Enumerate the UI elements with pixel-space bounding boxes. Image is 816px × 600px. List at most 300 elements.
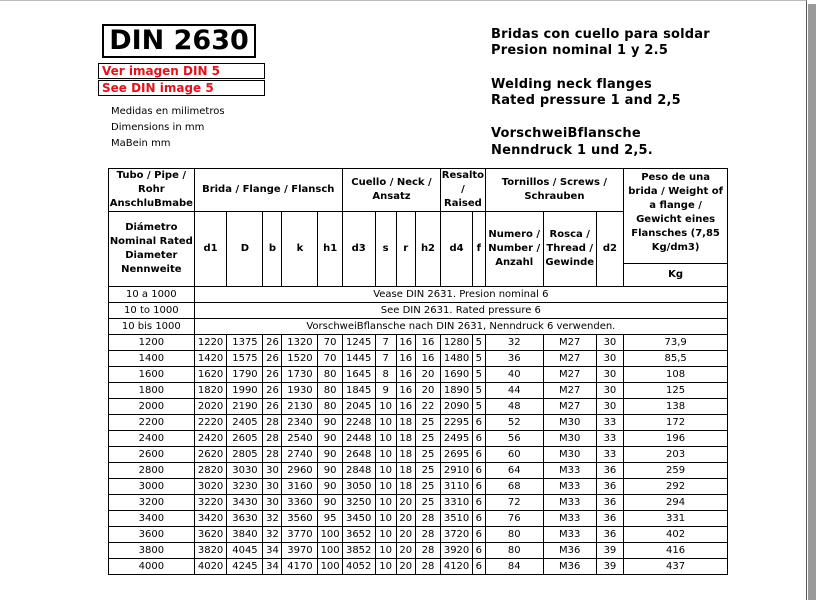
cell-dn: 4000	[109, 559, 195, 575]
cell-b: 32	[263, 527, 282, 543]
cell-f: 6	[472, 431, 485, 447]
cell-d4: 1280	[441, 335, 473, 351]
cell-d3: 2648	[342, 447, 375, 463]
cell-r: 18	[396, 415, 415, 431]
table-row	[109, 495, 728, 511]
cell-h2: 22	[415, 399, 440, 415]
cell-numero: 56	[485, 431, 543, 447]
cell-s: 10	[375, 431, 396, 447]
cell-peso: 292	[624, 479, 728, 495]
table-row	[109, 399, 728, 415]
cell-h2: 20	[415, 367, 440, 383]
ref-row	[109, 319, 728, 335]
cell-r: 20	[396, 559, 415, 575]
cell-numero: 68	[485, 479, 543, 495]
cell-f: 5	[472, 367, 485, 383]
cell-d4: 2495	[441, 431, 473, 447]
cell-dn: 1800	[109, 383, 195, 399]
cell-D: 4045	[227, 543, 263, 559]
cell-h1: 70	[318, 351, 342, 367]
cell-f: 6	[472, 495, 485, 511]
cell-rosca: M36	[543, 543, 596, 559]
cell-D: 3030	[227, 463, 263, 479]
cell-h2: 25	[415, 479, 440, 495]
cell-dn: 3200	[109, 495, 195, 511]
cell-r: 18	[396, 447, 415, 463]
ref-row	[109, 303, 728, 319]
cell-D: 1790	[227, 367, 263, 383]
cell-k: 2130	[282, 399, 318, 415]
cell-D: 4245	[227, 559, 263, 575]
cell-b: 28	[263, 415, 282, 431]
cell-h1: 70	[318, 335, 342, 351]
cell-h2: 20	[415, 383, 440, 399]
cell-d4: 1690	[441, 367, 473, 383]
cell-d4: 3920	[441, 543, 473, 559]
cell-dn: 2000	[109, 399, 195, 415]
cell-peso: 437	[624, 559, 728, 575]
cell-h1: 80	[318, 367, 342, 383]
cell-k: 3970	[282, 543, 318, 559]
flange-dimensions-table	[108, 168, 728, 575]
cell-k: 2540	[282, 431, 318, 447]
cell-r: 16	[396, 351, 415, 367]
cell-rosca: M30	[543, 431, 596, 447]
cell-r: 16	[396, 367, 415, 383]
cell-h2: 16	[415, 351, 440, 367]
cell-d1: 1820	[194, 383, 227, 399]
cell-D: 1375	[227, 335, 263, 351]
cell-dn: 2600	[109, 447, 195, 463]
cell-d4: 3720	[441, 527, 473, 543]
cell-peso: 331	[624, 511, 728, 527]
cell-f: 5	[472, 335, 485, 351]
cell-d4: 1480	[441, 351, 473, 367]
cell-peso: 73,9	[624, 335, 728, 351]
cell-peso: 108	[624, 367, 728, 383]
cell-s: 9	[375, 383, 396, 399]
cell-D: 2605	[227, 431, 263, 447]
cell-h1: 100	[318, 543, 342, 559]
col-kg: Kg	[624, 264, 728, 287]
cell-d2: 33	[596, 415, 624, 431]
cell-k: 4170	[282, 559, 318, 575]
cell-r: 18	[396, 479, 415, 495]
cell-h1: 95	[318, 511, 342, 527]
page-title: DIN 2630	[102, 24, 256, 58]
cell-k: 1520	[282, 351, 318, 367]
col-d2: d2	[596, 212, 624, 287]
cell-numero: 84	[485, 559, 543, 575]
cell-h2: 25	[415, 463, 440, 479]
cell-d3: 3852	[342, 543, 375, 559]
cell-f: 6	[472, 511, 485, 527]
cell-h1: 90	[318, 415, 342, 431]
cell-d2: 36	[596, 479, 624, 495]
cell-r: 16	[396, 383, 415, 399]
cell-d3: 2448	[342, 431, 375, 447]
cell-d3: 1445	[342, 351, 375, 367]
cell-k: 2340	[282, 415, 318, 431]
cell-numero: 44	[485, 383, 543, 399]
cell-numero: 64	[485, 463, 543, 479]
cell-r: 20	[396, 527, 415, 543]
col-numero: Numero / Number / Anzahl	[485, 212, 543, 287]
cell-rosca: M33	[543, 463, 596, 479]
cell-d1: 3820	[194, 543, 227, 559]
cell-k: 1730	[282, 367, 318, 383]
cell-rosca: M33	[543, 527, 596, 543]
cell-h1: 100	[318, 527, 342, 543]
cell-dn: 3400	[109, 511, 195, 527]
cell-d3: 4052	[342, 559, 375, 575]
cell-s: 10	[375, 399, 396, 415]
cell-d1: 3020	[194, 479, 227, 495]
cell-h1: 90	[318, 495, 342, 511]
table-row	[109, 351, 728, 367]
cell-h1: 100	[318, 559, 342, 575]
cell-h2: 28	[415, 511, 440, 527]
cell-d3: 3250	[342, 495, 375, 511]
cell-numero: 48	[485, 399, 543, 415]
cell-D: 2190	[227, 399, 263, 415]
cell-rosca: M27	[543, 399, 596, 415]
cell-numero: 72	[485, 495, 543, 511]
cell-r: 18	[396, 431, 415, 447]
cell-d2: 36	[596, 527, 624, 543]
cell-f: 6	[472, 479, 485, 495]
cell-rosca: M27	[543, 351, 596, 367]
cell-numero: 52	[485, 415, 543, 431]
cell-numero: 36	[485, 351, 543, 367]
cell-rosca: M27	[543, 367, 596, 383]
header-brida: Brida / Flange / Flansch	[194, 169, 342, 212]
cell-D: 1990	[227, 383, 263, 399]
cell-rosca: M30	[543, 415, 596, 431]
table-row	[109, 431, 728, 447]
cell-r: 16	[396, 335, 415, 351]
table-row	[109, 335, 728, 351]
cell-d1: 1420	[194, 351, 227, 367]
cell-h2: 25	[415, 415, 440, 431]
cell-d3: 1645	[342, 367, 375, 383]
cell-f: 5	[472, 399, 485, 415]
cell-numero: 80	[485, 527, 543, 543]
cell-h2: 25	[415, 495, 440, 511]
ref-text: VorschweiBflansche nach DIN 2631, Nenndruck 6 verwenden.	[194, 319, 727, 335]
cell-d1: 2020	[194, 399, 227, 415]
table-row	[109, 447, 728, 463]
cell-d2: 33	[596, 447, 624, 463]
cell-d2: 30	[596, 383, 624, 399]
cell-d2: 30	[596, 335, 624, 351]
cell-b: 30	[263, 479, 282, 495]
cell-dn: 2800	[109, 463, 195, 479]
cell-d1: 4020	[194, 559, 227, 575]
cell-h2: 16	[415, 335, 440, 351]
cell-d4: 2090	[441, 399, 473, 415]
col-f: f	[472, 212, 485, 287]
cell-d4: 2695	[441, 447, 473, 463]
cell-s: 10	[375, 511, 396, 527]
cell-peso: 294	[624, 495, 728, 511]
cell-D: 2805	[227, 447, 263, 463]
cell-h1: 90	[318, 463, 342, 479]
table-row	[109, 415, 728, 431]
cell-d3: 2045	[342, 399, 375, 415]
cell-f: 6	[472, 527, 485, 543]
cell-d3: 2848	[342, 463, 375, 479]
cell-d1: 2620	[194, 447, 227, 463]
cell-D: 2405	[227, 415, 263, 431]
cell-D: 3230	[227, 479, 263, 495]
cell-peso: 416	[624, 543, 728, 559]
cell-numero: 40	[485, 367, 543, 383]
col-b: b	[263, 212, 282, 287]
cell-f: 6	[472, 447, 485, 463]
cell-rosca: M27	[543, 383, 596, 399]
cell-d4: 2910	[441, 463, 473, 479]
cell-b: 32	[263, 511, 282, 527]
cell-peso: 125	[624, 383, 728, 399]
header-peso: Peso de una brida / Weight of a flange / Gewicht eines Flansches (7,85 Kg/dm3)	[624, 169, 728, 264]
page-shadow	[808, 4, 816, 600]
cell-h2: 25	[415, 431, 440, 447]
cell-h2: 28	[415, 543, 440, 559]
cell-h1: 90	[318, 431, 342, 447]
cell-d4: 3110	[441, 479, 473, 495]
cell-k: 2740	[282, 447, 318, 463]
heading-en-2: Rated pressure 1 and 2,5	[491, 93, 681, 108]
cell-b: 26	[263, 367, 282, 383]
cell-D: 1575	[227, 351, 263, 367]
cell-k: 3560	[282, 511, 318, 527]
ref-range: 10 to 1000	[109, 303, 195, 319]
cell-d1: 2820	[194, 463, 227, 479]
cell-peso: 85,5	[624, 351, 728, 367]
cell-peso: 259	[624, 463, 728, 479]
cell-h1: 80	[318, 399, 342, 415]
cell-b: 28	[263, 447, 282, 463]
cell-d2: 36	[596, 495, 624, 511]
cell-d4: 3510	[441, 511, 473, 527]
cell-rosca: M27	[543, 335, 596, 351]
ref-range: 10 bis 1000	[109, 319, 195, 335]
cell-peso: 196	[624, 431, 728, 447]
table-row	[109, 479, 728, 495]
cell-d2: 39	[596, 543, 624, 559]
cell-d3: 1845	[342, 383, 375, 399]
cell-b: 30	[263, 495, 282, 511]
cell-d2: 33	[596, 431, 624, 447]
heading-es-1: Bridas con cuello para soldar	[491, 27, 710, 42]
cell-r: 20	[396, 543, 415, 559]
cell-k: 3360	[282, 495, 318, 511]
cell-d1: 2220	[194, 415, 227, 431]
units-en: Dimensions in mm	[111, 122, 205, 133]
cell-d4: 2295	[441, 415, 473, 431]
heading-de-2: Nenndruck 1 und 2,5.	[491, 143, 653, 158]
cell-d4: 1890	[441, 383, 473, 399]
cell-h2: 25	[415, 447, 440, 463]
cell-rosca: M33	[543, 495, 596, 511]
cell-D: 3430	[227, 495, 263, 511]
cell-f: 6	[472, 415, 485, 431]
cell-rosca: M33	[543, 511, 596, 527]
cell-numero: 32	[485, 335, 543, 351]
col-s: s	[375, 212, 396, 287]
cell-s: 10	[375, 463, 396, 479]
cell-d4: 4120	[441, 559, 473, 575]
cell-f: 5	[472, 351, 485, 367]
cell-f: 6	[472, 559, 485, 575]
cell-s: 10	[375, 447, 396, 463]
cell-h2: 28	[415, 559, 440, 575]
cell-d2: 30	[596, 399, 624, 415]
cell-k: 1320	[282, 335, 318, 351]
cell-dn: 3800	[109, 543, 195, 559]
col-D: D	[227, 212, 263, 287]
cell-d2: 30	[596, 367, 624, 383]
ref-row	[109, 287, 728, 303]
table-row	[109, 559, 728, 575]
col-d4: d4	[441, 212, 473, 287]
header-resalto: Resalto / Raised	[441, 169, 485, 212]
heading-de-1: VorschweiBflansche	[491, 126, 641, 141]
cell-dn: 3000	[109, 479, 195, 495]
header-cuello: Cuello / Neck / Ansatz	[342, 169, 440, 212]
cell-s: 10	[375, 559, 396, 575]
cell-r: 20	[396, 511, 415, 527]
cell-rosca: M33	[543, 479, 596, 495]
cell-r: 16	[396, 399, 415, 415]
cell-f: 6	[472, 463, 485, 479]
cell-f: 6	[472, 543, 485, 559]
ref-text: Vease DIN 2631. Presion nominal 6	[194, 287, 727, 303]
ref-text: See DIN 2631. Rated pressure 6	[194, 303, 727, 319]
cell-b: 26	[263, 335, 282, 351]
cell-k: 3770	[282, 527, 318, 543]
cell-peso: 203	[624, 447, 728, 463]
cell-b: 26	[263, 399, 282, 415]
col-h1: h1	[318, 212, 342, 287]
cell-peso: 402	[624, 527, 728, 543]
units-es: Medidas en milimetros	[111, 106, 225, 117]
cell-d3: 2248	[342, 415, 375, 431]
cell-b: 34	[263, 559, 282, 575]
header-tornillos: Tornillos / Screws / Schrauben	[485, 169, 624, 212]
cell-s: 10	[375, 543, 396, 559]
cell-s: 10	[375, 527, 396, 543]
cell-h2: 28	[415, 527, 440, 543]
table-row	[109, 543, 728, 559]
cell-d1: 3420	[194, 511, 227, 527]
heading-es-2: Presion nominal 1 y 2.5	[491, 43, 669, 58]
cell-s: 7	[375, 335, 396, 351]
cell-d1: 2420	[194, 431, 227, 447]
cell-s: 10	[375, 415, 396, 431]
cell-d1: 1620	[194, 367, 227, 383]
cell-s: 10	[375, 479, 396, 495]
cell-numero: 76	[485, 511, 543, 527]
cell-d1: 3220	[194, 495, 227, 511]
cell-k: 2960	[282, 463, 318, 479]
cell-d3: 3450	[342, 511, 375, 527]
col-d3: d3	[342, 212, 375, 287]
cell-s: 8	[375, 367, 396, 383]
cell-d3: 1245	[342, 335, 375, 351]
cell-peso: 138	[624, 399, 728, 415]
cell-numero: 80	[485, 543, 543, 559]
cell-d3: 3050	[342, 479, 375, 495]
col-k: k	[282, 212, 318, 287]
cell-h1: 90	[318, 447, 342, 463]
cell-dn: 1200	[109, 335, 195, 351]
cell-rosca: M36	[543, 559, 596, 575]
col-r: r	[396, 212, 415, 287]
cell-dn: 1600	[109, 367, 195, 383]
col-h2: h2	[415, 212, 440, 287]
cell-d2: 36	[596, 463, 624, 479]
cell-dn: 2400	[109, 431, 195, 447]
cell-b: 26	[263, 351, 282, 367]
header-tubo: Tubo / Pipe / Rohr AnschluBmabe	[109, 169, 195, 212]
heading-en-1: Welding neck flanges	[491, 77, 652, 92]
cell-b: 26	[263, 383, 282, 399]
cell-s: 10	[375, 495, 396, 511]
cell-d2: 39	[596, 559, 624, 575]
cell-rosca: M30	[543, 447, 596, 463]
cell-numero: 60	[485, 447, 543, 463]
cell-dn: 1400	[109, 351, 195, 367]
din-image-link-en[interactable]: See DIN image 5	[98, 80, 265, 96]
cell-dn: 3600	[109, 527, 195, 543]
cell-d3: 3652	[342, 527, 375, 543]
cell-peso: 172	[624, 415, 728, 431]
cell-s: 7	[375, 351, 396, 367]
cell-f: 5	[472, 383, 485, 399]
cell-d1: 3620	[194, 527, 227, 543]
table-row	[109, 367, 728, 383]
cell-d2: 30	[596, 351, 624, 367]
cell-d1: 1220	[194, 335, 227, 351]
units-de: MaBein mm	[111, 138, 171, 149]
cell-b: 34	[263, 543, 282, 559]
cell-b: 28	[263, 431, 282, 447]
ref-range: 10 a 1000	[109, 287, 195, 303]
cell-r: 18	[396, 463, 415, 479]
cell-D: 3630	[227, 511, 263, 527]
cell-dn: 2200	[109, 415, 195, 431]
cell-d4: 3310	[441, 495, 473, 511]
cell-h1: 90	[318, 479, 342, 495]
col-rosca: Rosca / Thread / Gewinde	[543, 212, 596, 287]
din-image-link-es[interactable]: Ver imagen DIN 5	[98, 63, 265, 79]
cell-D: 3840	[227, 527, 263, 543]
cell-b: 30	[263, 463, 282, 479]
col-d1: d1	[194, 212, 227, 287]
table-row	[109, 383, 728, 399]
table-row	[109, 463, 728, 479]
cell-r: 20	[396, 495, 415, 511]
header-diametro: Diámetro Nominal Rated Diameter Nennweite	[109, 212, 195, 287]
cell-k: 3160	[282, 479, 318, 495]
cell-d2: 36	[596, 511, 624, 527]
table-row	[109, 527, 728, 543]
cell-h1: 80	[318, 383, 342, 399]
table-row	[109, 511, 728, 527]
cell-k: 1930	[282, 383, 318, 399]
